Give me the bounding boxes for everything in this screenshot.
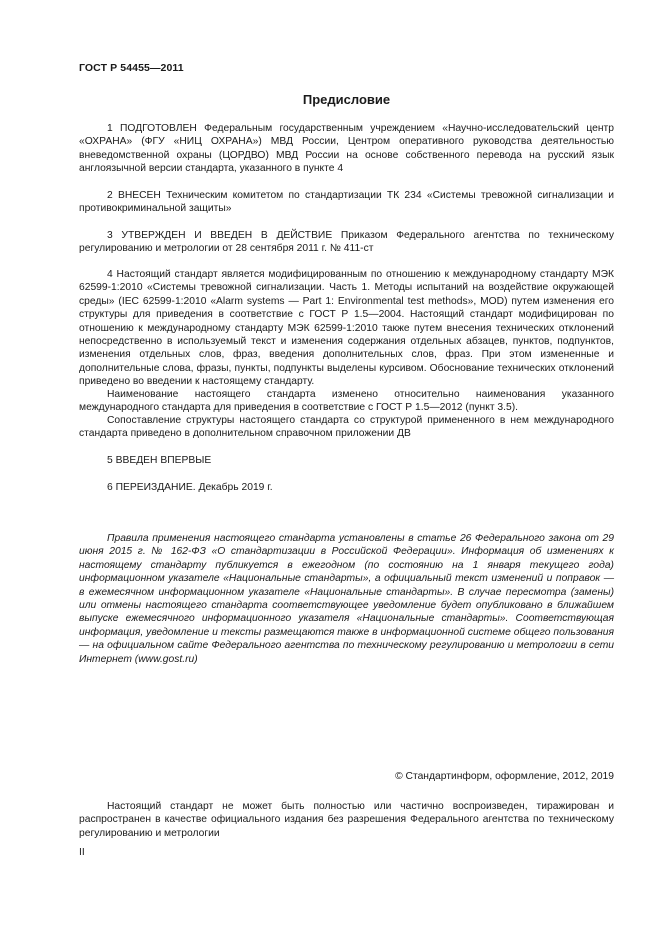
page-title: Предисловие	[302, 92, 391, 107]
item-4-modified: 4 Настоящий стандарт является модифицированным по отношению к международному стандарту МЭК 62599-1:2010 «Системы тревожной сигнализации. Часть 1. Методы испытаний на воздействие окружающей среды» (IEC 62599-1:2010 «Alarm systems — Part 1: Environmental test methods», MOD) путем изменения его структуры для приведения в соответствие с ГОСТ Р 1.5—2004. Настоящий стандарт модифицирован по отношению к международному стандарту МЭК 62599-1:2010 также путем внесения технических отклонений непосредственно в используемый текст и изменения содержания отдельных абзацев, пунктов, подпунктов, изменения отдельных слов, фраз, введения дополнительных слов, фраз. При этом измененные и дополнительные слова, фразы, пункты, подпункты выделены курсивом. Обоснование технических отклонений приведено во введении к настоящему стандарту.	[79, 269, 614, 388]
item-4-title-change: Наименование настоящего стандарта изменено относительно наименования указанного международного стандарта для приведения в соответствие с ГОСТ Р 1.5—2012 (пункт 3.5).	[79, 389, 614, 414]
copyright-line: © Стандартинформ, оформление, 2012, 2019	[395, 771, 614, 782]
page-number: II	[79, 847, 85, 858]
reproduction-notice: Настоящий стандарт не может быть полностью или частично воспроизведен, тиражирован и распространен в качестве официального издания без разрешения Федерального агентства по техническому регулированию и метрологии	[79, 801, 614, 839]
application-rules-note: Правила применения настоящего стандарта установлены в статье 26 Федерального закона от 29 июня 2015 г. № 162-ФЗ «О стандартизации в Российской Федерации». Информация об изменениях к настоящему стандарту публикуется в ежегодном (по состоянию на 1 января текущего года) информационном указателе «Национальные стандарты», а официальный текст изменений и поправок — в ежемесячном информационном указателе «Национальные стандарты». В случае пересмотра (замены) или отмены настоящего стандарта соответствующее уведомление будет опубликовано в ближайшем выпуске ежемесячного информационного указателя «Национальные стандарты». Соответствующая информация, уведомление и тексты размещаются также в информационной системе общего пользования — на официальном сайте Федерального агентства по техническому регулированию и метрологии в сети Интернет (www.gost.ru)	[79, 533, 614, 665]
item-6-reissue: 6 ПЕРЕИЗДАНИЕ. Декабрь 2019 г.	[107, 482, 273, 493]
item-3-approved: 3 УТВЕРЖДЕН И ВВЕДЕН В ДЕЙСТВИЕ Приказом Федерального агентства по техническому регулированию и метрологии от 28 сентября 2011 г. № 411-ст	[79, 230, 614, 255]
doc-code-header: ГОСТ Р 54455—2011	[79, 62, 184, 74]
item-5-first-introduced: 5 ВВЕДЕН ВПЕРВЫЕ	[107, 455, 212, 466]
item-4-structure-comparison: Сопоставление структуры настоящего стандарта со структурой примененного в нем международного стандарта приведено в дополнительном справочном приложении ДВ	[79, 415, 614, 440]
item-1-prepared: 1 ПОДГОТОВЛЕН Федеральным государственным учреждением «Научно-исследовательский центр «ОХРАНА» (ФГУ «НИЦ ОХРАНА») МВД России, Центром оперативного руководства деятельностью вневедомственной охраны (ЦОРДВО) МВД России на основе собственного перевода на русский язык англоязычной версии стандарта, указанного в пункте 4	[79, 123, 614, 175]
item-2-introduced: 2 ВНЕСЕН Техническим комитетом по стандартизации ТК 234 «Системы тревожной сигнализации и противокриминальной защиты»	[79, 190, 614, 215]
